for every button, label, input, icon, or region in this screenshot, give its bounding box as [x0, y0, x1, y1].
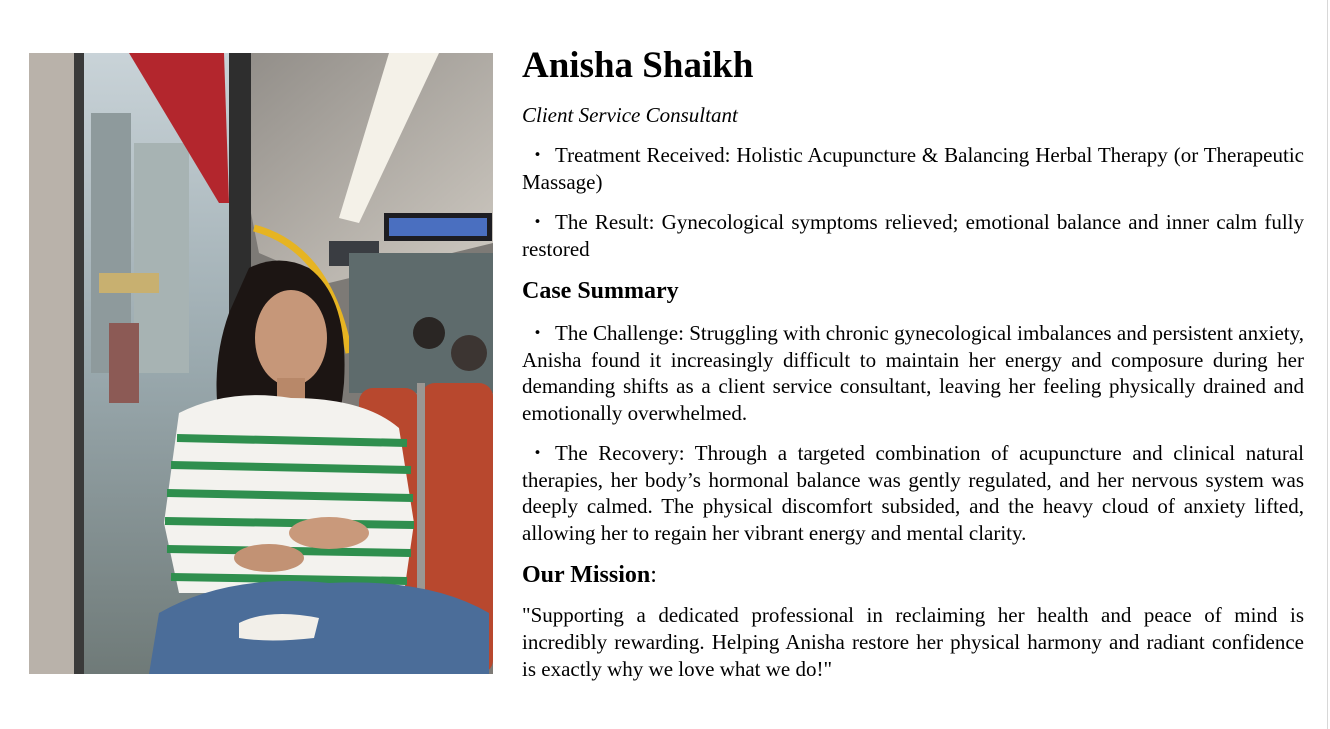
mission-quote: "Supporting a dedicated professional in reclaiming her health and peace of mind is incredibly rewarding. Helping Anisha restore her physical harmony and radiant confidence is exactly why we love what we do!" — [522, 603, 1304, 681]
highlight-text: The Result: Gynecological symptoms relieved; emotional balance and inner calm fully restored — [522, 210, 1304, 261]
bullet-icon: ・ — [527, 143, 548, 167]
case-text: The Challenge: Struggling with chronic gynecological imbalances and persistent anxiety, Anisha found it increasingly difficult to maintain her energy and composure during her demanding shifts as a client service consultant, leaving her feeling physically drained and emotionally overwhelmed. — [522, 321, 1304, 425]
case-text: The Recovery: Through a targeted combination of acupuncture and clinical natural therapies, her body’s hormonal balance was gently regulated, and her nervous system was deeply calmed. The physical discomfort subsided, and the heavy cloud of anxiety lifted, allowing her to regain her vibrant energy and mental clarity. — [522, 441, 1304, 545]
bullet-icon: ・ — [527, 210, 548, 234]
client-photo — [29, 53, 493, 674]
client-name: Anisha Shaikh — [522, 45, 754, 86]
mission-heading — [522, 560, 1304, 590]
highlight-treatment — [522, 142, 1304, 195]
case-recovery — [522, 440, 1304, 546]
bullet-icon: ・ — [527, 321, 548, 345]
highlight-result — [522, 209, 1304, 262]
page-edge-rule — [1327, 0, 1328, 729]
case-challenge — [522, 320, 1304, 426]
profile-content — [522, 44, 1304, 683]
client-role: Client Service Consultant — [522, 103, 738, 127]
mission-heading-text: Our Mission — [522, 562, 651, 588]
mission-heading-colon: : — [650, 562, 657, 588]
case-summary-heading: Case Summary — [522, 278, 679, 304]
bullet-icon: ・ — [527, 441, 548, 465]
highlight-text: Treatment Received: Holistic Acupuncture & Balancing Herbal Therapy (or Therapeutic Massage) — [522, 143, 1304, 194]
